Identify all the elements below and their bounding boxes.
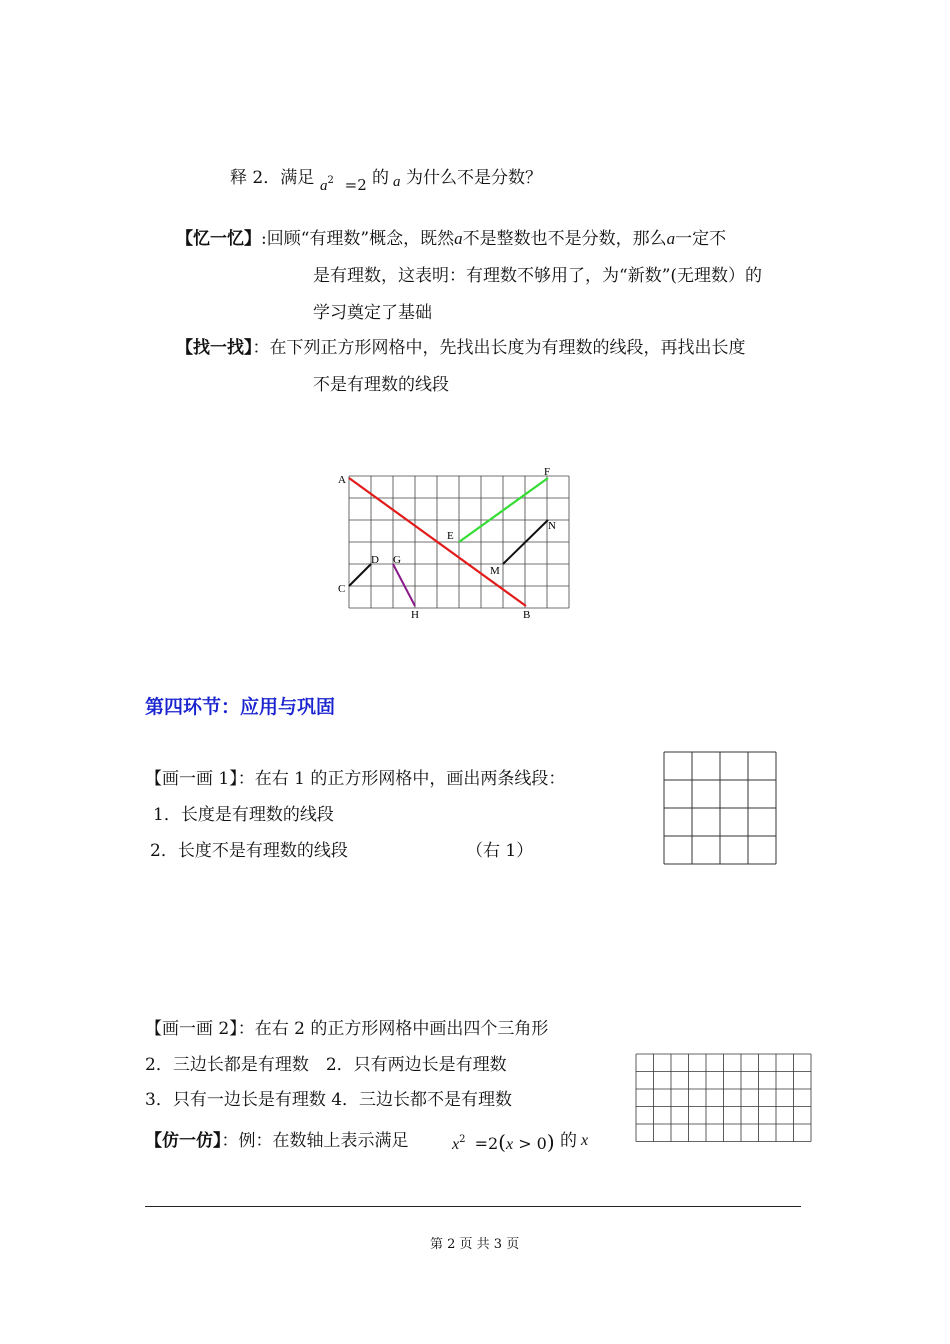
draw1-item1: 1．长度是有理数的线段 (153, 805, 334, 825)
page-number: 第 2 页 共 3 页 (430, 1237, 520, 1252)
label-d: D (371, 554, 379, 566)
imitate-equation (452, 1130, 555, 1154)
imitate-text: ：例：在数轴上表示满足 (221, 1131, 409, 1151)
grid-4x4-lines (664, 752, 776, 864)
label-h: H (411, 609, 419, 621)
paren-open: ( (498, 1130, 506, 1154)
label-g: G (393, 554, 401, 566)
q2-de: 的 (372, 168, 389, 188)
variable-x: x (581, 1132, 589, 1149)
find-paragraph (176, 333, 746, 358)
equals-two: =2 (474, 1134, 499, 1153)
variable-x: x (505, 1136, 514, 1153)
draw1-caption: （右 1） (466, 841, 534, 861)
equals-two: =2 (344, 176, 367, 194)
label-f: F (544, 466, 551, 478)
imitate-tag: 【仿一仿】 (145, 1131, 222, 1151)
question-2 (230, 163, 314, 188)
recall-text-c: 一定不 (675, 229, 727, 249)
draw2-line2: 2．三边长都是有理数 2．只有两边长是有理数 (145, 1055, 507, 1075)
variable-a: a (320, 178, 328, 194)
label-a: A (338, 474, 346, 486)
q2-suffix (406, 163, 542, 188)
recall-line2: 是有理数，这表明：有理数不够用了，为“新数”(无理数）的 (313, 266, 763, 286)
exponent: 2 (327, 175, 334, 186)
section-4-title: 第四环节：应用与巩固 (145, 696, 336, 718)
label-b: B (523, 609, 531, 621)
label-n: N (548, 520, 556, 532)
segment-gh (393, 564, 415, 606)
label-e: E (447, 530, 454, 542)
q2-prefix: 释 2．满足 (230, 168, 315, 188)
imitate-de: 的 (560, 1131, 577, 1151)
q2-suffix-text: 为什么不是分数？ (406, 168, 542, 188)
greater-than-zero: > 0 (518, 1134, 547, 1153)
variable-a: a (393, 174, 401, 190)
recall-text-a: :回顾“有理数”概念，既然 (261, 229, 455, 249)
recall-text-b: 不是整数也不是分数，那么 (462, 229, 667, 249)
draw2-intro: 【画一画 2】：在右 2 的正方形网格中画出四个三角形 (145, 1019, 549, 1039)
paren-close: ) (546, 1130, 555, 1154)
grid-8x4-lines (636, 1054, 811, 1142)
grid-4x4 (662, 750, 778, 866)
variable-x: x (452, 1136, 460, 1153)
label-m: M (490, 565, 500, 577)
draw1-item2: 2．长度不是有理数的线段 (150, 841, 348, 861)
draw2-line3: 3．只有一边长是有理数 4．三边长都不是有理数 (145, 1090, 513, 1110)
grid-8x4 (634, 1052, 814, 1145)
q2-a2 (393, 172, 401, 191)
footer-rule (145, 1206, 801, 1207)
variable-a: a (666, 229, 676, 248)
draw1-intro: 【画一画 1】：在右 1 的正方形网格中，画出两条线段： (145, 769, 566, 789)
q2-equation (320, 176, 367, 195)
exponent: 2 (459, 1134, 466, 1145)
find-text: ：在下列正方形网格中，先找出长度为有理数的线段，再找出长度 (252, 338, 746, 358)
segment-cd (349, 564, 371, 586)
recall-paragraph (176, 224, 726, 249)
imitate-paragraph (145, 1126, 409, 1151)
find-tag: 【找一找】 (176, 338, 253, 358)
recall-line3: 学习奠定了基础 (313, 303, 432, 323)
variable-a: a (454, 229, 463, 248)
find-line2: 不是有理数的线段 (313, 375, 449, 395)
q2-tail (372, 163, 389, 188)
recall-tag: 【忆一忆】 (176, 229, 261, 249)
segment-grid-figure (335, 462, 585, 622)
label-c: C (338, 583, 346, 595)
